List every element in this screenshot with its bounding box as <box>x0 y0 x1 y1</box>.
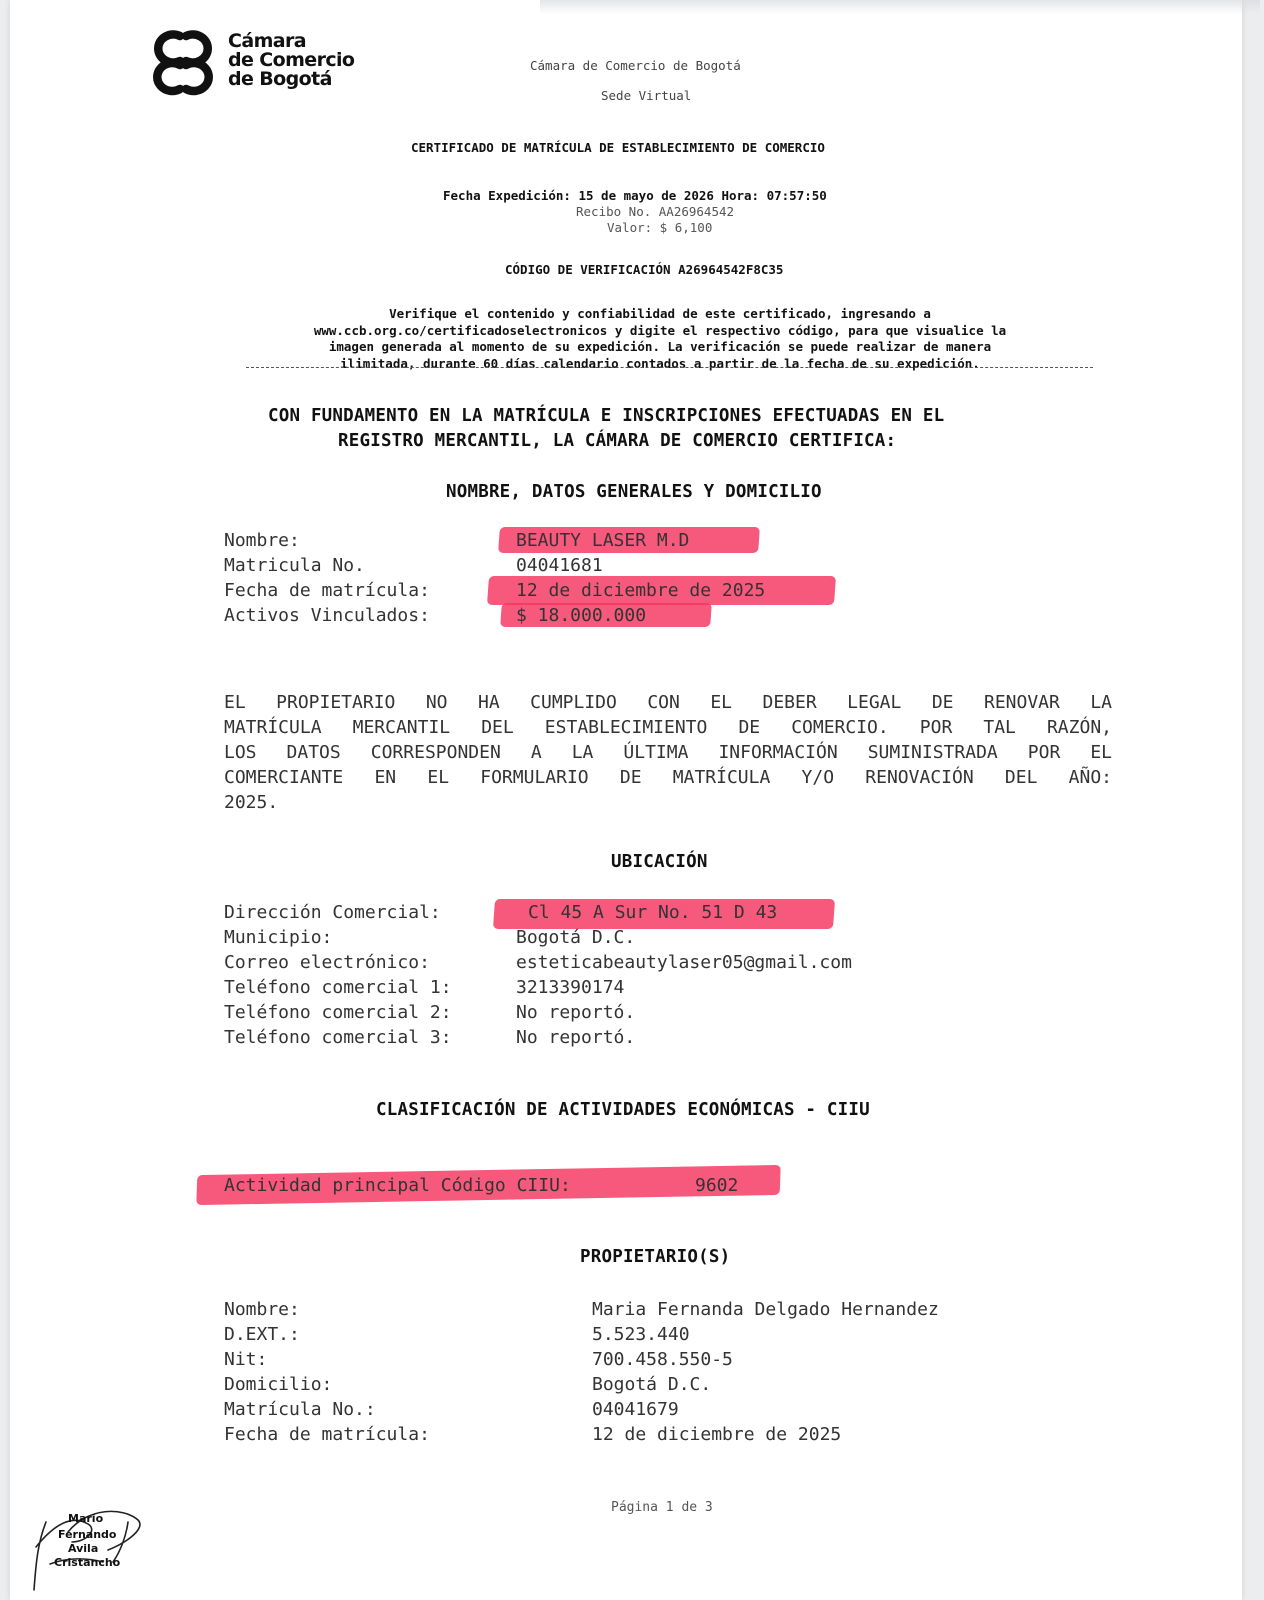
section-heading-general: NOMBRE, DATOS GENERALES Y DOMICILIO <box>446 482 822 502</box>
renewal-notice <box>224 690 1112 815</box>
location-label-phone3: Teléfono comercial 3: <box>224 1027 452 1048</box>
signature-text: Cristancho <box>54 1556 121 1569</box>
owner-value-dext: 5.523.440 <box>592 1324 690 1345</box>
owner-value-date: 12 de diciembre de 2025 <box>592 1424 842 1445</box>
location-label-address: Dirección Comercial: <box>224 902 441 923</box>
owner-label-matricula: Matrícula No.: <box>224 1399 376 1420</box>
section-heading-location: UBICACIÓN <box>611 852 708 872</box>
receipt-value: Valor: $ 6,100 <box>607 220 713 235</box>
owner-label-dext: D.EXT.: <box>224 1324 300 1345</box>
certifica-line-2: REGISTRO MERCANTIL, LA CÁMARA DE COMERCIO CERTIFICA: <box>338 431 897 451</box>
expedition-date: Fecha Expedición: 15 de mayo de 2026 Hora: 07:57:50 <box>443 188 827 203</box>
owner-label-nit: Nit: <box>224 1349 268 1370</box>
owner-label-name: Nombre: <box>224 1299 300 1320</box>
location-value-phone1: 3213390174 <box>516 977 625 998</box>
general-label-date: Fecha de matrícula: <box>224 580 430 601</box>
general-value-matricula: 04041681 <box>516 555 603 576</box>
verify-line: imagen generada al momento de su expedición. La verificación se puede realizar de manera <box>328 339 992 354</box>
signature-text: Mario <box>68 1512 104 1525</box>
verify-line: ilimitada, durante 60 días calendario contados a partir de la fecha de su expedición. <box>340 355 980 371</box>
logo-line-3: de Bogotá <box>228 68 332 90</box>
verification-code: CÓDIGO DE VERIFICACIÓN A26964542F8C35 <box>505 262 784 277</box>
location-value-municipio: Bogotá D.C. <box>516 927 636 948</box>
location-label-phone1: Teléfono comercial 1: <box>224 977 452 998</box>
location-value-phone3: No reportó. <box>516 1027 636 1048</box>
location-label-municipio: Municipio: <box>224 927 333 948</box>
general-value-assets: $ 18.000.000 <box>516 605 647 626</box>
general-label-name: Nombre: <box>224 530 300 551</box>
verification-notice <box>240 306 1080 372</box>
ciiu-label: Actividad principal Código CIIU: <box>224 1175 571 1196</box>
location-label-email: Correo electrónico: <box>224 952 430 973</box>
notice-line: 2025. <box>224 792 279 813</box>
location-value-phone2: No reportó. <box>516 1002 636 1023</box>
location-value-address: Cl 45 A Sur No. 51 D 43 <box>528 902 778 923</box>
owner-label-domicilio: Domicilio: <box>224 1374 333 1395</box>
logo-line-1: Cámara <box>228 30 306 52</box>
logo-line-2: de Comercio <box>228 49 355 71</box>
verify-line: www.ccb.org.co/certificadoselectronicos y digite el respectivo código, para que visualice la <box>313 322 1007 338</box>
receipt-number: Recibo No. AA26964542 <box>576 204 735 219</box>
owner-value-matricula: 04041679 <box>592 1399 679 1420</box>
owner-value-nit: 700.458.550-5 <box>592 1349 733 1370</box>
header-site: Sede Virtual <box>601 88 692 103</box>
owner-label-date: Fecha de matrícula: <box>224 1424 430 1445</box>
general-value-date: 12 de diciembre de 2025 <box>516 580 766 601</box>
signature-text: Fernando <box>58 1528 117 1541</box>
notice-line: EL PROPIETARIO NO HA CUMPLIDO CON EL DEBER LEGAL DE RENOVAR LA <box>224 692 1112 713</box>
signature-text: Avila <box>68 1542 99 1555</box>
certificate-title: CERTIFICADO DE MATRÍCULA DE ESTABLECIMIENTO DE COMERCIO <box>411 140 825 155</box>
verify-line: Verifique el contenido y confiabilidad de este certificado, ingresando a <box>389 306 931 321</box>
notice-line: MATRÍCULA MERCANTIL DEL ESTABLECIMIENTO DE COMERCIO. POR TAL RAZÓN, <box>224 717 1112 738</box>
location-label-phone2: Teléfono comercial 2: <box>224 1002 452 1023</box>
location-value-email: esteticabeautylaser05@gmail.com <box>516 952 852 973</box>
page-number: Página 1 de 3 <box>611 1500 713 1515</box>
top-shadow <box>540 0 1260 14</box>
section-heading-owner: PROPIETARIO(S) <box>580 1247 731 1267</box>
logo-wordmark <box>228 32 354 89</box>
notice-line: LOS DATOS CORRESPONDEN A LA ÚLTIMA INFORMACIÓN SUMINISTRADA POR EL <box>224 742 1112 763</box>
owner-value-name: Maria Fernanda Delgado Hernandez <box>592 1299 939 1320</box>
certifica-line-1: CON FUNDAMENTO EN LA MATRÍCULA E INSCRIPCIONES EFECTUADAS EN EL <box>268 406 945 426</box>
signature-icon <box>28 1502 158 1592</box>
header-org: Cámara de Comercio de Bogotá <box>530 58 741 73</box>
notice-line: COMERCIANTE EN EL FORMULARIO DE MATRÍCULA Y/O RENOVACIÓN DEL AÑO: <box>224 767 1112 788</box>
dashed-divider <box>246 367 1093 368</box>
ciiu-code: 9602 <box>695 1175 739 1196</box>
general-label-assets: Activos Vinculados: <box>224 605 430 626</box>
section-heading-ciiu: CLASIFICACIÓN DE ACTIVIDADES ECONÓMICAS - CIIU <box>376 1100 870 1120</box>
general-value-name: BEAUTY LASER M.D <box>516 530 690 551</box>
general-label-matricula: Matricula No. <box>224 555 365 576</box>
owner-value-domicilio: Bogotá D.C. <box>592 1374 712 1395</box>
